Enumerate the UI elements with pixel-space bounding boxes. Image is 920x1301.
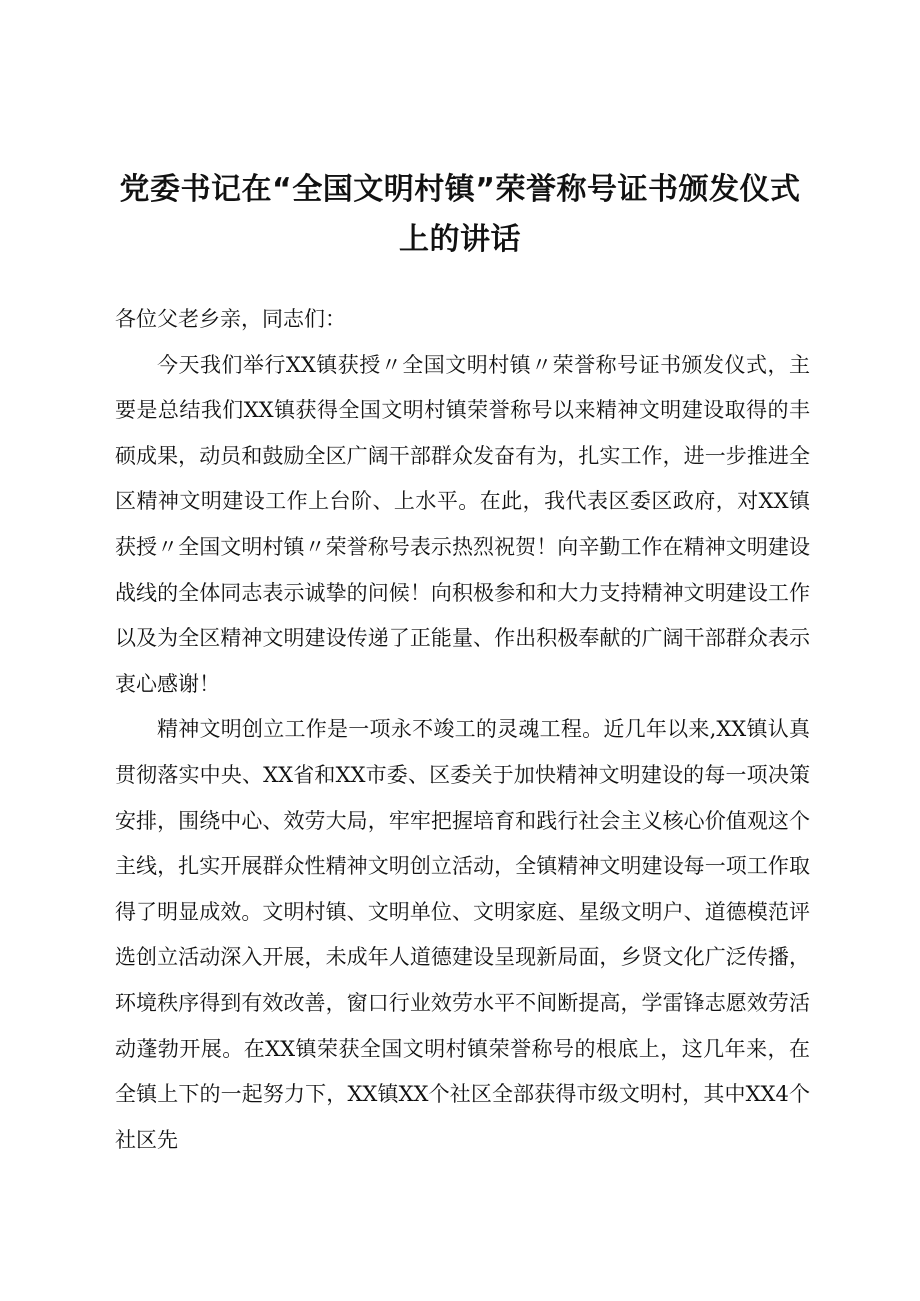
salutation: 各位父老乡亲，同志们： bbox=[115, 307, 346, 331]
title-line-2: 上的讲话 bbox=[399, 222, 521, 257]
paragraph-1: 今天我们举行XX镇获授〃全国文明村镇〃荣誉称号证书颁发仪式，主要是总结我们XX镇获得全国文明村镇荣誉称号以来精神文明建设取得的丰硕成果，动员和鼓励全区广阔干部群众发奋有为，扎实工作，进一步推进全区精神文明建设工作上台阶、上水平。在此，我代表区委区政府，对XX镇获授〃全国文明村镇〃荣誉称号表示热烈祝贺！向辛勤工作在精神文明建设战线的全体同志表示诚挚的问候！向积极参和和大力支持精神文明建设工作以及为全区精神文明建设传递了正能量、作出积极奉献的广阔干部群众表示衷心感谢！ bbox=[115, 352, 810, 696]
title-line-1: 党委书记在“全国文明村镇”荣誉称号证书颁发仪式 bbox=[119, 172, 801, 207]
paragraph-2: 精神文明创立工作是一项永不竣工的灵魂工程。近几年以来,XX镇认真贯彻落实中央、XX省和XX市委、区委关于加快精神文明建设的每一项决策安排，围绕中心、效劳大局，牢牢把握培育和践行社会主义核心价值观这个主线，扎实开展群众性精神文明创立活动，全镇精神文明建设每一项工作取得了明显成效。文明村镇、文明单位、文明家庭、星级文明户、道德模范评选创立活动深入开展，未成年人道德建设呈现新局面，乡贤文化广泛传播，环境秩序得到有效改善，窗口行业效劳水平不间断提高，学雷锋志愿效劳活动蓬勃开展。在XX镇荣获全国文明村镇荣誉称号的根底上，这几年来，在全镇上下的一起努力下，XX镇XX个社区全部获得市级文明村，其中XX4个社区先 bbox=[115, 717, 810, 1152]
document-body bbox=[115, 297, 810, 1163]
document-title bbox=[110, 165, 810, 265]
